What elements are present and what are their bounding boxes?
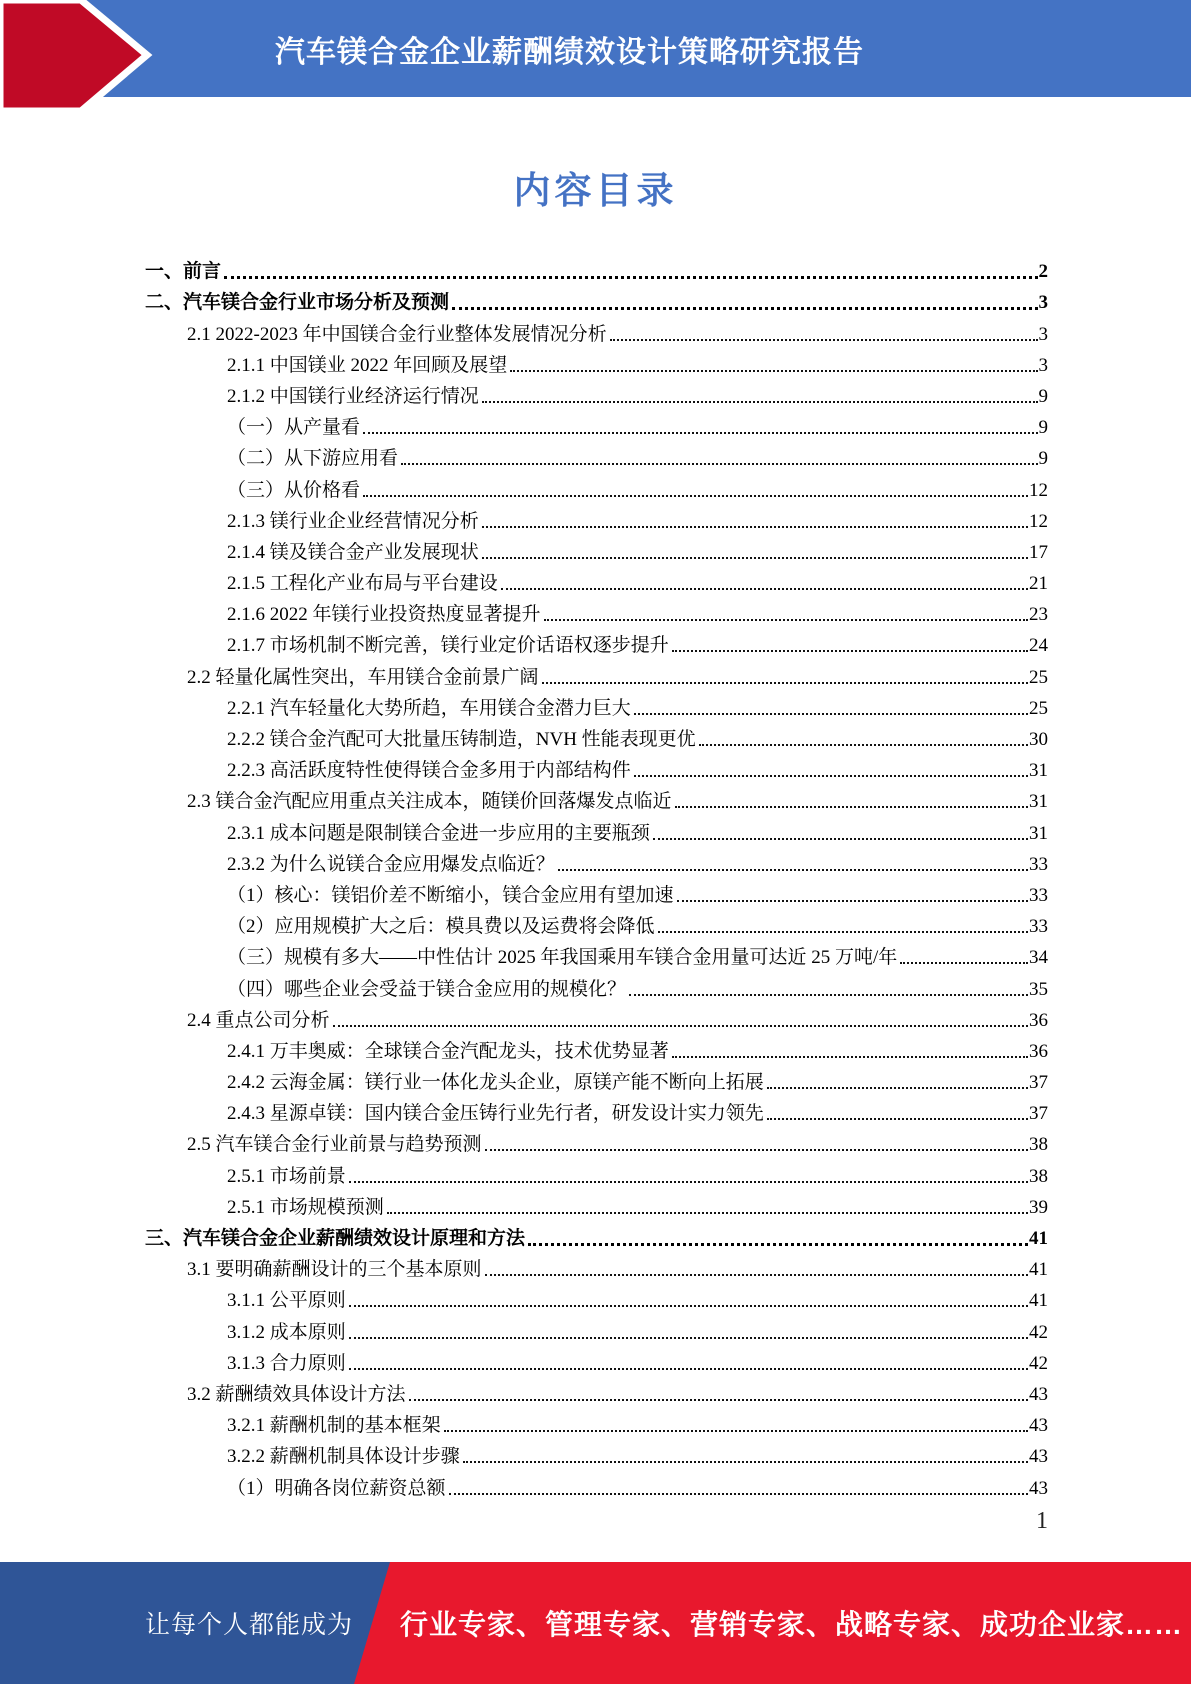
toc-entry-page: 43 — [1029, 1415, 1048, 1437]
toc-entry-page: 9 — [1038, 448, 1048, 470]
toc-dot-leader — [699, 744, 1028, 746]
toc-entry-page: 30 — [1029, 729, 1048, 750]
toc-entry-text: 2.4.1 万丰奥威：全球镁合金汽配龙头，技术优势显著 — [227, 1040, 669, 1062]
toc-entry-text: 3.1 要明确薪酬设计的三个基本原则 — [187, 1259, 482, 1281]
toc-entry-page: 24 — [1029, 635, 1048, 657]
toc-dot-leader — [675, 806, 1028, 808]
toc-entry-page: 42 — [1029, 1352, 1048, 1374]
toc-dot-leader — [363, 432, 1037, 434]
toc-dot-leader — [482, 401, 1038, 403]
toc-entry-text: （1）明确各岗位薪资总额 — [227, 1477, 446, 1499]
toc-entry — [145, 1190, 1048, 1221]
toc-entry — [145, 1158, 1048, 1189]
toc-entry-text: 2.1.3 镁行业企业经营情况分析 — [227, 510, 479, 532]
toc-dot-leader — [544, 619, 1028, 621]
toc-entry-page: 31 — [1029, 760, 1048, 782]
toc-entry-text: 2.2.3 高活跃度特性使得镁合金多用于内部结构件 — [227, 760, 631, 782]
toc-entry — [145, 566, 1048, 597]
toc-entry-page: 37 — [1029, 1072, 1048, 1094]
toc-entry-page: 2 — [1038, 261, 1048, 283]
toc-entry-page: 38 — [1029, 1165, 1048, 1187]
toc-entry-text: 2.5.1 市场前景 — [227, 1165, 346, 1187]
toc-entry — [145, 1034, 1048, 1065]
toc-entry-text: 2.1.2 中国镁行业经济运行情况 — [227, 385, 479, 407]
toc-dot-leader — [349, 1337, 1028, 1339]
footer-slogan-left: 让每个人都能成为 — [145, 1611, 354, 1639]
toc-entry-page: 12 — [1029, 510, 1048, 532]
toc-entry-text: 2.5.1 市场规模预测 — [227, 1196, 384, 1218]
toc-entry-page: 41 — [1029, 1259, 1048, 1281]
toc-entry-page: 31 — [1029, 822, 1048, 844]
toc-dot-leader — [452, 307, 1037, 310]
toc-entry — [145, 659, 1048, 690]
toc-entry — [145, 1096, 1048, 1127]
toc-entry-page: 38 — [1029, 1134, 1048, 1156]
toc-dot-leader — [767, 1118, 1028, 1120]
toc-heading: 内容目录 — [513, 171, 678, 212]
toc-entry-page: 36 — [1029, 1040, 1048, 1062]
toc-entry-page: 41 — [1029, 1228, 1048, 1249]
toc-dot-leader — [387, 1212, 1028, 1214]
toc-entry-page: 34 — [1029, 947, 1048, 969]
toc-dot-leader — [658, 931, 1028, 933]
toc-entry-page: 23 — [1029, 604, 1048, 626]
toc-entry-text: 2.3.1 成本问题是限制镁合金进一步应用的主要瓶颈 — [227, 822, 650, 844]
toc-dot-leader — [485, 1274, 1028, 1276]
toc-entry — [145, 1346, 1048, 1377]
toc-entry — [145, 1439, 1048, 1470]
toc-dot-leader — [349, 1368, 1028, 1370]
toc-entry — [145, 909, 1048, 940]
toc-entry-text: 2.1.5 工程化产业布局与平台建设 — [227, 573, 498, 595]
toc-entry-page: 25 — [1029, 666, 1048, 688]
toc-entry-text: 2.2.2 镁合金汽配可大批量压铸制造，NVH 性能表现更优 — [227, 729, 696, 750]
toc-entry-text: 2.2.1 汽车轻量化大势所趋，车用镁合金潜力巨大 — [227, 697, 631, 719]
toc-entry-text: 2.2 轻量化属性突出，车用镁合金前景广阔 — [187, 666, 539, 688]
toc-list — [145, 254, 1048, 1502]
toc-entry-text: 2.3 镁合金汽配应用重点关注成本，随镁价回落爆发点临近 — [187, 791, 672, 813]
toc-entry — [145, 597, 1048, 628]
report-title: 汽车镁合金企业薪酬绩效设计策略研究报告 — [275, 35, 864, 69]
toc-entry-text: 2.5 汽车镁合金行业前景与趋势预测 — [187, 1134, 482, 1156]
footer-banner — [0, 1562, 1191, 1684]
page-number: 1 — [1036, 1508, 1048, 1534]
toc-entry — [145, 1065, 1048, 1096]
toc-entry — [145, 815, 1048, 846]
header-bar — [0, 0, 1191, 97]
toc-entry — [145, 535, 1048, 566]
toc-entry-text: （2）应用规模扩大之后：模具费以及运费将会降低 — [227, 916, 655, 938]
toc-dot-leader — [634, 775, 1028, 777]
toc-entry-text: （一）从产量看 — [227, 417, 361, 439]
toc-entry-text: （三）规模有多大——中性估计 2025 年我国乘用车镁合金用量可达近 25 万吨/年 — [227, 947, 898, 969]
toc-entry — [145, 316, 1048, 347]
toc-entry-page: 25 — [1029, 697, 1048, 719]
toc-entry-text: 3.1.2 成本原则 — [227, 1321, 346, 1343]
toc-entry — [145, 504, 1048, 535]
toc-entry — [145, 1377, 1048, 1408]
toc-dot-leader — [401, 463, 1037, 465]
toc-entry-page: 35 — [1029, 978, 1048, 1000]
toc-entry-text: （1）核心：镁铝价差不断缩小，镁合金应用有望加速 — [227, 884, 674, 906]
toc-entry — [145, 940, 1048, 971]
toc-dot-leader — [409, 1399, 1028, 1401]
toc-entry — [145, 1470, 1048, 1501]
toc-dot-leader — [900, 962, 1028, 964]
toc-dot-leader — [653, 838, 1028, 840]
toc-entry-text: （三）从价格看 — [227, 479, 361, 501]
toc-dot-leader — [542, 682, 1028, 684]
toc-entry-page: 33 — [1029, 916, 1048, 938]
toc-entry-text: 3.2.2 薪酬机制具体设计步骤 — [227, 1446, 460, 1468]
toc-entry-text: 3.2.1 薪酬机制的基本框架 — [227, 1415, 441, 1437]
toc-entry — [145, 1408, 1048, 1439]
toc-entry — [145, 1221, 1048, 1252]
toc-entry — [145, 1003, 1048, 1034]
toc-entry — [145, 691, 1048, 722]
toc-dot-leader — [510, 370, 1037, 372]
toc-dot-leader — [672, 650, 1028, 652]
toc-entry-page: 3 — [1038, 292, 1048, 314]
toc-entry — [145, 348, 1048, 379]
toc-entry-page: 43 — [1029, 1446, 1048, 1468]
toc-entry — [145, 784, 1048, 815]
toc-dot-leader — [501, 588, 1028, 590]
toc-entry — [145, 441, 1048, 472]
toc-dot-leader — [444, 1430, 1028, 1432]
toc-entry — [145, 1127, 1048, 1158]
toc-entry-text: 3.2 薪酬绩效具体设计方法 — [187, 1383, 406, 1405]
toc-dot-leader — [677, 900, 1028, 902]
toc-dot-leader — [349, 1305, 1028, 1307]
toc-entry-page: 12 — [1029, 479, 1048, 501]
toc-entry-page: 37 — [1029, 1103, 1048, 1125]
toc-entry — [145, 472, 1048, 503]
toc-entry — [145, 628, 1048, 659]
toc-dot-leader — [767, 1087, 1028, 1089]
toc-entry — [145, 1314, 1048, 1345]
toc-entry-page: 39 — [1029, 1196, 1048, 1218]
toc-entry-text: （二）从下游应用看 — [227, 448, 399, 470]
toc-entry-page: 36 — [1029, 1009, 1048, 1031]
toc-entry-page: 9 — [1038, 385, 1048, 407]
toc-dot-leader — [629, 994, 1028, 996]
toc-entry-text: 2.1.7 市场机制不断完善，镁行业定价话语权逐步提升 — [227, 635, 669, 657]
toc-entry-text: 2.4.2 云海金属：镁行业一体化龙头企业，原镁产能不断向上拓展 — [227, 1072, 764, 1094]
toc-entry-text: 二、汽车镁合金行业市场分析及预测 — [145, 292, 450, 314]
footer-slogan-right: 行业专家、管理专家、营销专家、战略专家、成功企业家…… — [400, 1609, 1184, 1640]
toc-entry — [145, 285, 1048, 316]
toc-entry-page: 41 — [1029, 1290, 1048, 1312]
toc-dot-leader — [333, 1025, 1028, 1027]
toc-dot-leader — [363, 495, 1028, 497]
toc-entry — [145, 847, 1048, 878]
toc-entry — [145, 878, 1048, 909]
toc-entry-text: 3.1.3 合力原则 — [227, 1352, 346, 1374]
toc-entry-text: 2.4 重点公司分析 — [187, 1009, 330, 1031]
toc-entry-page: 21 — [1029, 573, 1048, 595]
toc-entry-page: 17 — [1029, 541, 1048, 563]
toc-dot-leader — [449, 1493, 1028, 1495]
toc-entry-text: 3.1.1 公平原则 — [227, 1290, 346, 1312]
toc-entry-page: 3 — [1038, 354, 1048, 376]
toc-entry-text: 2.1 2022-2023 年中国镁合金行业整体发展情况分析 — [187, 323, 607, 345]
toc-entry-page: 3 — [1038, 323, 1048, 345]
toc-dot-leader — [463, 1461, 1028, 1463]
toc-dot-leader — [349, 1181, 1028, 1183]
toc-dot-leader — [528, 1243, 1028, 1246]
toc-entry-page: 43 — [1029, 1477, 1048, 1499]
toc-entry — [145, 971, 1048, 1002]
toc-entry-page: 33 — [1029, 853, 1048, 875]
toc-entry-text: （四）哪些企业会受益于镁合金应用的规模化？ — [227, 978, 627, 1000]
toc-dot-leader — [482, 526, 1028, 528]
toc-entry — [145, 1283, 1048, 1314]
toc-entry-text: 三、汽车镁合金企业薪酬绩效设计原理和方法 — [145, 1228, 526, 1249]
toc-entry — [145, 1252, 1048, 1283]
toc-entry — [145, 254, 1048, 285]
toc-dot-leader — [610, 339, 1038, 341]
toc-dot-leader — [485, 1149, 1028, 1151]
toc-entry-text: 2.1.1 中国镁业 2022 年回顾及展望 — [227, 354, 508, 376]
toc-entry-text: 一、前言 — [145, 261, 222, 283]
toc-entry-page: 9 — [1038, 417, 1048, 439]
toc-entry-text: 2.1.6 2022 年镁行业投资热度显著提升 — [227, 604, 541, 626]
toc-dot-leader — [482, 557, 1028, 559]
toc-dot-leader — [558, 869, 1028, 871]
toc-entry-page: 42 — [1029, 1321, 1048, 1343]
toc-entry-page: 33 — [1029, 884, 1048, 906]
toc-dot-leader — [634, 713, 1028, 715]
toc-entry — [145, 410, 1048, 441]
toc-entry-text: 2.3.2 为什么说镁合金应用爆发点临近？ — [227, 853, 555, 875]
toc-entry-text: 2.1.4 镁及镁合金产业发展现状 — [227, 541, 479, 563]
toc-entry-text: 2.4.3 星源卓镁：国内镁合金压铸行业先行者，研发设计实力领先 — [227, 1103, 764, 1125]
toc-dot-leader — [672, 1056, 1028, 1058]
toc-entry — [145, 753, 1048, 784]
toc-dot-leader — [224, 276, 1037, 279]
toc-entry — [145, 722, 1048, 753]
toc-entry-page: 43 — [1029, 1383, 1048, 1405]
toc-entry — [145, 379, 1048, 410]
toc-entry-page: 31 — [1029, 791, 1048, 813]
